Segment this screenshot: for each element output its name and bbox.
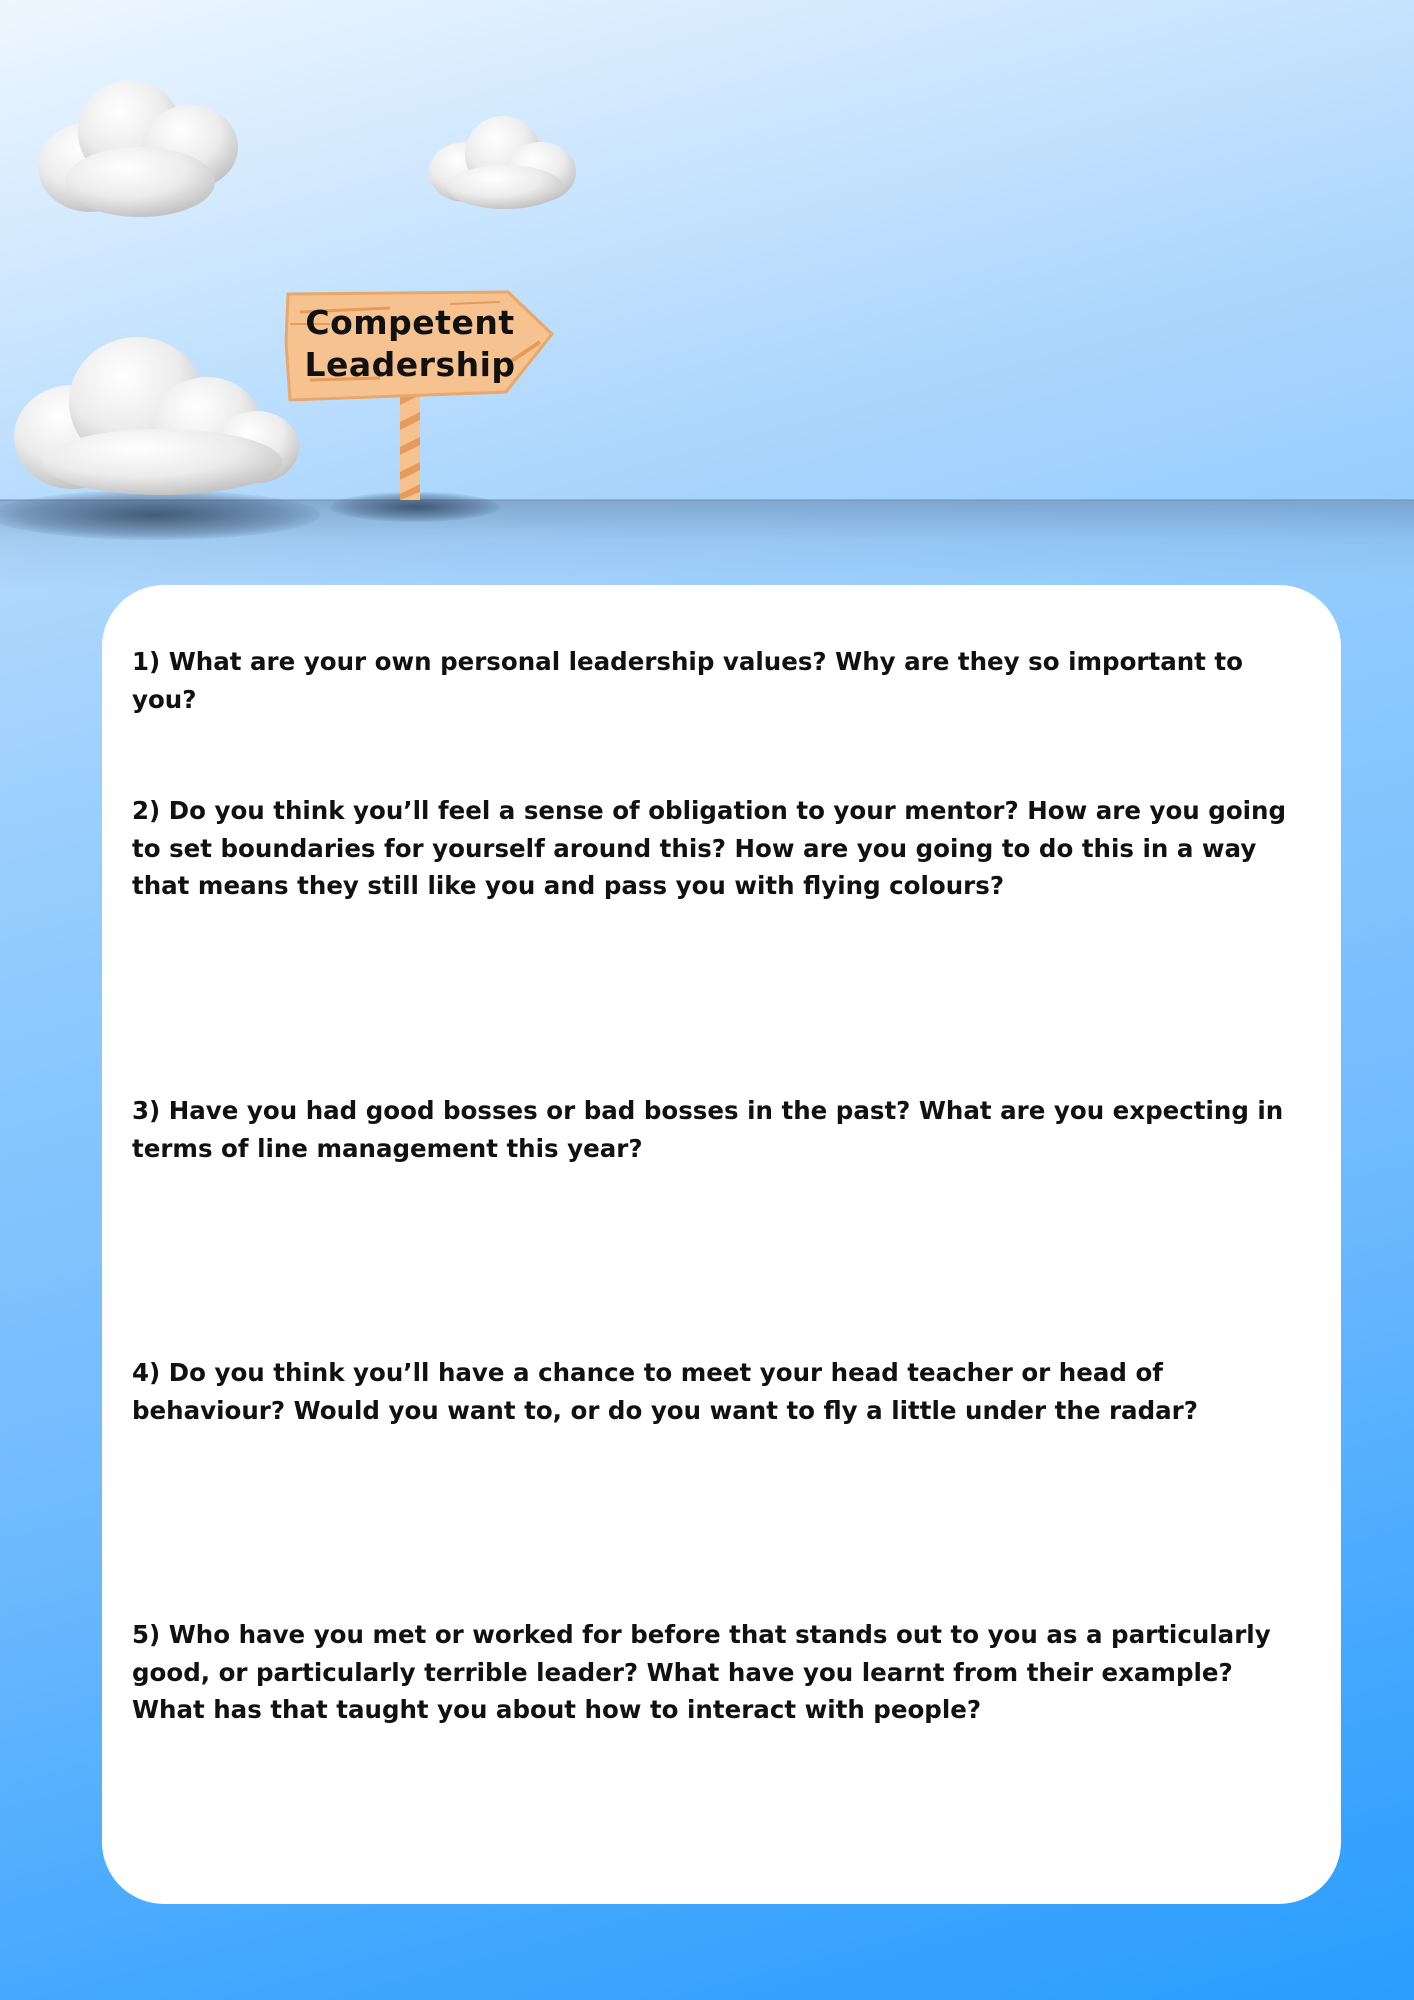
question-1: 1) What are your own personal leadership values? Why are they so important to you? [132, 647, 1243, 714]
question-2: 2) Do you think you’ll feel a sense of obligation to your mentor? How are you going to set boundaries for yourself around this? How are you going to do this in a way that means they still like you and pass you with flying colours? [132, 796, 1287, 900]
header-scene [0, 0, 1414, 600]
question-3: 3) Have you had good bosses or bad bosses in the past? What are you expecting in terms of line management this year? [132, 1096, 1284, 1163]
question-4: 4) Do you think you’ll have a chance to meet your head teacher or head of behaviour? Would you want to, or do you want to fly a little under the radar? [132, 1358, 1198, 1425]
sign-title-line2: Leadership [304, 345, 516, 384]
cloud-icon [425, 112, 580, 212]
question-5: 5) Who have you met or worked for before that stands out to you as a particularly good, or particularly terrible leader? What have you learnt from their example? What has that taught you about how to interact with people? [132, 1620, 1271, 1724]
questions-card [102, 585, 1341, 1904]
cloud-icon [30, 72, 245, 222]
cloud-icon [12, 332, 302, 497]
sign-title [290, 302, 530, 386]
sign-title-line1: Competent [305, 303, 515, 342]
